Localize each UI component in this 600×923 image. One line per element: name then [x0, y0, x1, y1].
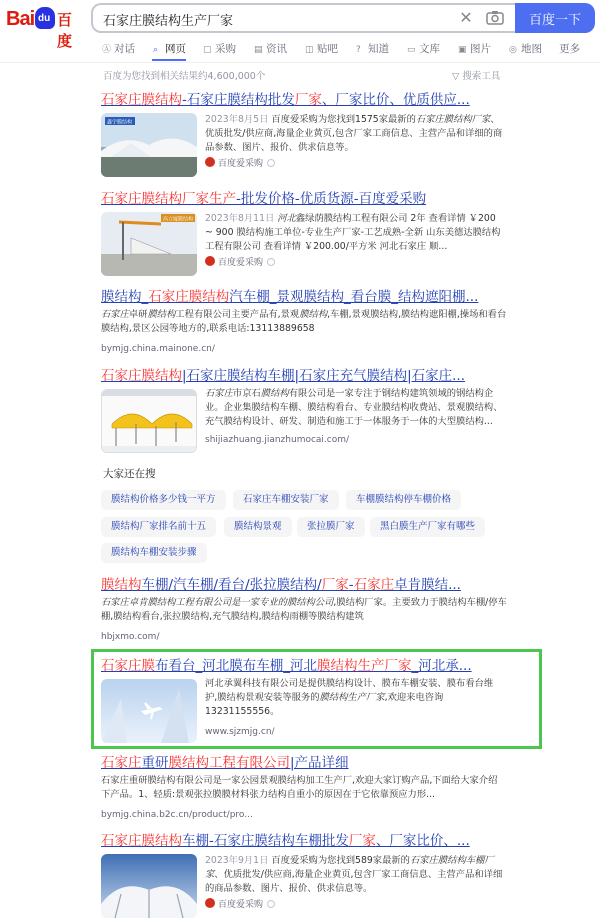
result-url[interactable]: shijiazhuang.jianzhumocai.com/: [205, 435, 350, 445]
funnel-icon: ▽: [452, 71, 463, 82]
search-result: [101, 288, 541, 356]
result-url[interactable]: bymjg.china.b2c.cn/product/pro...: [101, 810, 253, 820]
header-divider: [0, 62, 600, 63]
result-thumbnail[interactable]: [101, 679, 197, 743]
map-icon: ◎: [509, 45, 517, 55]
search-result: [101, 190, 541, 280]
info-icon[interactable]: [267, 900, 275, 908]
search-result: [101, 832, 541, 923]
result-title[interactable]: 石家庄膜结构厂家生产-批发价格-优质货源-百度爱采购: [101, 191, 427, 207]
tab-ai[interactable]: [102, 41, 135, 56]
zhidao-icon: ?: [356, 45, 361, 55]
result-body: [101, 596, 516, 644]
related-chip[interactable]: 黑白膜生产厂家有哪些: [370, 517, 485, 537]
result-url[interactable]: bymjg.china.mainone.cn/: [101, 344, 215, 354]
tab-label: 文库: [419, 43, 440, 55]
result-body: [205, 854, 505, 912]
source-label: 百度爱采购: [218, 258, 264, 268]
info-icon[interactable]: [267, 159, 275, 167]
result-desc: 百度爱采购为您找到589家最新的石家庄膜结构车棚厂家、优质批发/供应商,海量企业黄页,包含厂家工商信息、主营产品和详细的商品参数、图片、报价、供求信息等。: [205, 855, 503, 894]
result-title[interactable]: 石家庄重研膜结构工程有限公司|产品详细: [101, 755, 349, 771]
source-label: 百度爱采购: [218, 159, 264, 169]
thumb-label: 鑫宇膜结构: [107, 119, 133, 126]
tab-label: 对话: [114, 43, 135, 55]
result-body: [101, 308, 511, 356]
result-source[interactable]: [205, 256, 505, 270]
tab-news[interactable]: [254, 41, 287, 56]
logo-bai: Bai: [6, 8, 35, 30]
tab-label: 更多: [559, 43, 580, 55]
result-title[interactable]: 石家庄膜结构车棚-石家庄膜结构车棚批发厂家、厂家比价、...: [101, 833, 470, 849]
search-result: [101, 576, 541, 644]
search-input[interactable]: [103, 9, 443, 29]
result-source[interactable]: [205, 157, 505, 171]
tab-purchase[interactable]: [203, 41, 236, 56]
result-title[interactable]: 石家庄膜布看台_河北膜布车棚_河北膜结构生产厂家_河北承...: [101, 658, 472, 674]
result-desc: 石家庄卓研膜结构工程有限公司主要产品有,景观膜结构,车棚,景观膜结构,膜结构遮阳棚,操场和看台膜结构,景区公园等地方的,联系电话:13113889658: [101, 309, 507, 334]
tab-label: 图片: [470, 43, 491, 55]
related-chip[interactable]: 膜结构车棚安装步骤: [101, 543, 207, 563]
camera-icon[interactable]: [485, 9, 505, 27]
result-thumbnail[interactable]: [101, 389, 197, 453]
search-result: [101, 91, 541, 181]
result-body: [205, 212, 505, 270]
logo-cn: 百度: [57, 11, 73, 50]
related-chip[interactable]: 膜结构价格多少钱一平方: [101, 490, 226, 510]
result-desc: 河北鑫绿荫膜结构工程有限公司 2年 查看详情 ￥200 ~ 900 膜结构施工单位-专业生产厂家-工艺成熟-全新 山东美德达膜结构工程有限公司 查看详情 ￥200.00/平方米 河北石家庄 顺...: [205, 213, 501, 252]
tab-more[interactable]: [559, 41, 580, 56]
search-result: [101, 754, 541, 822]
tab-label: 资讯: [266, 43, 287, 55]
tab-images[interactable]: [458, 41, 491, 56]
result-desc: 河北承翼科技有限公司是提供膜结构设计、膜布车棚安装、膜布看台维护,膜结构景观安装等服务的膜结构生产厂家,欢迎来电咨询13231155556。: [205, 678, 494, 717]
result-desc: 石家庄市京石膜结构有限公司是一家专注于钢结构建筑领域的钢结构企业。企业集膜结构车棚、膜结构看台、专业膜结构收费站、景观膜结构、充气膜结构设计、研发、制造和施工于一体服务于一体的大型膜结构...: [205, 388, 503, 427]
aicaigou-icon: [205, 256, 215, 266]
result-desc: 石家庄卓肯膜结构工程有限公司是一家专业的膜结构公司,膜结构厂家。主要致力于膜结构车棚/停车棚,膜结构看台,张拉膜结构,充气膜结构,膜结构雨棚等膜结构建筑: [101, 597, 507, 622]
paw-icon: [35, 7, 55, 29]
result-date: 2023年8月11日: [205, 213, 275, 224]
result-title[interactable]: 石家庄膜结构-石家庄膜结构批发厂家、厂家比价、优质供应...: [101, 92, 470, 108]
search-tools-label: 搜索工具: [462, 71, 501, 82]
result-thumbnail[interactable]: [101, 212, 197, 276]
vertical-tabs: [100, 41, 590, 57]
result-title[interactable]: 膜结构车棚/汽车棚/看台/张拉膜结构/厂家-石家庄卓肯膜结...: [101, 577, 461, 593]
aicaigou-icon: [205, 157, 215, 167]
ai-icon: Ⓐ: [102, 45, 112, 55]
result-date: 2023年8月5日: [205, 114, 269, 125]
search-tools[interactable]: [452, 68, 500, 82]
tab-label: 采购: [215, 43, 236, 55]
clear-icon[interactable]: ✕: [459, 8, 473, 27]
result-body: [205, 677, 505, 739]
related-searches-title: 大家还在搜: [103, 468, 156, 480]
related-chip[interactable]: 张拉膜厂家: [297, 517, 365, 537]
search-icon: ⌕: [153, 45, 159, 55]
search-box: [91, 3, 515, 33]
result-thumbnail[interactable]: [101, 854, 197, 918]
tieba-icon: ◫: [305, 45, 314, 55]
cart-icon: ▢: [203, 45, 212, 55]
result-source[interactable]: [205, 898, 505, 912]
source-label: 百度爱采购: [218, 900, 264, 910]
tab-tieba[interactable]: [305, 41, 338, 56]
baidu-logo[interactable]: [6, 6, 82, 50]
related-chip[interactable]: 膜结构厂家排名前十五: [101, 517, 216, 537]
result-body: [101, 774, 506, 822]
result-thumbnail[interactable]: [101, 113, 197, 177]
tab-label: 网页: [165, 43, 186, 55]
tab-label: 知道: [368, 43, 389, 55]
tab-zhidao[interactable]: [356, 41, 389, 56]
doc-icon: ▭: [407, 45, 416, 55]
related-chip[interactable]: 车棚膜结构停车棚价格: [346, 490, 461, 510]
result-body: [205, 387, 510, 447]
result-url[interactable]: hbjxmo.com/: [101, 632, 160, 642]
result-desc: 百度爱采购为您找到1575家最新的石家庄膜结构厂家、优质批发/供应商,海量企业黄页,包含厂家工商信息、主营产品和详细的商品参数、图片、报价、供求信息等。: [205, 114, 503, 153]
result-count: 百度为您找到相关结果约4,600,000个: [103, 71, 266, 82]
logo-du: du: [38, 13, 51, 24]
tab-wenku[interactable]: [407, 41, 440, 56]
tab-underline: [152, 59, 186, 61]
search-result-highlighted: [101, 657, 541, 745]
tab-web[interactable]: [153, 41, 186, 56]
image-icon: ▣: [458, 45, 467, 55]
result-date: 2023年9月1日: [205, 855, 269, 866]
tab-map[interactable]: [509, 41, 542, 56]
result-desc: 石家庄重研膜结构有限公司是一家公园景观膜结构加工生产厂,欢迎大家订购产品,下面给大家介绍下产品。1、轻质:景观张拉膜膜材料张力结构自重小的原因在于它依靠预应力形...: [101, 775, 498, 800]
related-chip[interactable]: 膜结构景观: [224, 517, 292, 537]
result-body: [205, 113, 505, 171]
tab-label: 地图: [521, 43, 542, 55]
search-button[interactable]: 百度一下: [515, 3, 595, 33]
result-title[interactable]: 膜结构_石家庄膜结构汽车棚_景观膜结构_看台膜_结构遮阳棚...: [101, 289, 479, 305]
aicaigou-icon: [205, 898, 215, 908]
thumb-label: 高立厦膜结构: [163, 216, 194, 223]
news-icon: ▤: [254, 45, 263, 55]
related-chip[interactable]: 石家庄车棚安装厂家: [233, 490, 339, 510]
info-icon[interactable]: [267, 258, 275, 266]
result-url[interactable]: www.sjzmjg.cn/: [205, 727, 275, 737]
tab-label: 贴吧: [317, 43, 338, 55]
search-result: [101, 367, 541, 457]
result-title[interactable]: 石家庄膜结构|石家庄膜结构车棚|石家庄充气膜结构|石家庄...: [101, 368, 466, 384]
